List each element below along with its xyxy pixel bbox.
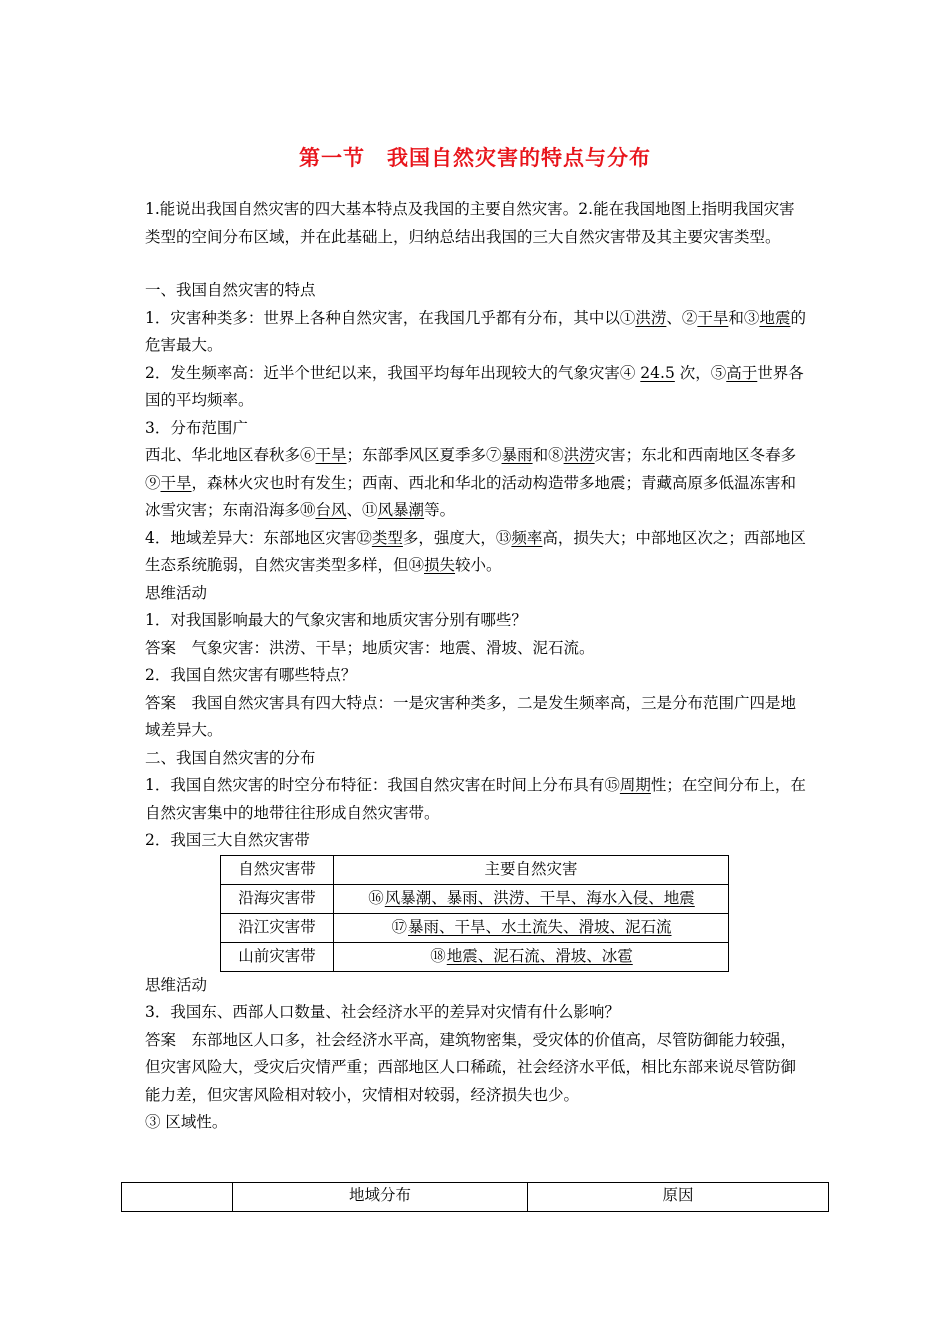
table-header-cell: 原因 <box>528 1183 829 1212</box>
answer-blank: 台风 <box>315 501 347 519</box>
answer-blank: 高于 <box>726 363 758 382</box>
document-body <box>145 196 810 1137</box>
question-1: 1．对我国影响最大的气象灾害和地质灾害分别有哪些？ <box>145 611 527 629</box>
table-row <box>221 884 729 913</box>
belt-disasters-cell: ⑰暴雨、干旱、水土流失、滑坡、泥石流 <box>334 913 729 942</box>
belt-disasters-cell: ⑱地震、泥石流、滑坡、冰雹 <box>334 942 729 971</box>
feature-1-paragraph: 1．灾害种类多：世界上各种自然灾害，在我国几乎都有分布，其中以①洪涝、②干旱和③地震的危害最大。 <box>145 308 806 354</box>
page-title: 第一节 我国自然灾害的特点与分布 <box>299 146 651 170</box>
table-header-row <box>122 1183 829 1212</box>
question-2: 2．我国自然灾害有哪些特点？ <box>145 666 357 684</box>
thinking-activity-label: 思维活动 <box>145 975 208 994</box>
section-2-heading: 二、我国自然灾害的分布 <box>145 748 316 767</box>
table-header-cell: 自然灾害带 <box>221 855 334 884</box>
answer-3: 答案 东部地区人口多，社会经济水平高，建筑物密集，受灾体的价值高，尽管防御能力较强，但灾害风险大，受灾后灾情严重；西部地区人口稀疏，社会经济水平低，相比东部来说尽管防御能力差，但灾害风险相对较小，灾情相对较弱，经济损失也少。 <box>145 1030 797 1104</box>
thinking-activity-label: 思维活动 <box>145 583 208 602</box>
answer-blank: 周期 <box>619 776 651 794</box>
answer-blank: 洪涝 <box>635 308 667 327</box>
table-row <box>221 942 729 971</box>
table-header-row <box>221 855 729 884</box>
table-header-cell <box>122 1183 233 1212</box>
regional-distribution-table <box>121 1182 829 1212</box>
distribution-1-paragraph: 1．我国自然灾害的时空分布特征：我国自然灾害在时间上分布具有⑮周期性；在空间分布上，在自然灾害集中的地带往往形成自然灾害带。 <box>145 776 806 822</box>
spacer <box>145 251 810 277</box>
answer-blank: 风暴潮、暴雨、洪涝、干旱、海水入侵、地震 <box>384 888 695 907</box>
feature-3-paragraph: 西北、华北地区春秋多⑥干旱；东部季风区夏季多⑦暴雨和⑧洪涝灾害；东北和西南地区冬春多⑨干旱，森林火灾也时有发生；西南、西北和华北的活动构造带多地震；青藏高原多低温冻害和冰雪灾害；东南沿海多⑩台风、⑪风暴潮等。 <box>145 446 797 519</box>
belt-name-cell: 沿江灾害带 <box>221 913 334 942</box>
feature-4-paragraph: 4．地域差异大：东部地区灾害⑫类型多，强度大，⑬频率高，损失大；中部地区次之；西部地区生态系统脆弱，自然灾害类型多样，但⑭损失较小。 <box>145 528 806 574</box>
regional-characteristic-line: ③ 区域性。 <box>145 1113 228 1131</box>
answer-blank: 损失 <box>424 556 456 574</box>
answer-blank: 干旱 <box>315 446 347 464</box>
answer-blank: 24.5 <box>640 363 675 382</box>
answer-blank: 频率 <box>511 528 543 547</box>
belt-name-cell: 山前灾害带 <box>221 942 334 971</box>
disaster-belt-table <box>220 855 729 972</box>
belt-disasters-cell: ⑯风暴潮、暴雨、洪涝、干旱、海水入侵、地震 <box>334 884 729 913</box>
answer-blank: 暴雨 <box>501 446 533 464</box>
table-header-cell: 主要自然灾害 <box>334 855 729 884</box>
answer-2: 答案 我国自然灾害具有四大特点：一是灾害种类多，二是发生频率高，三是分布范围广四是地域差异大。 <box>145 693 797 739</box>
answer-1: 答案 气象灾害：洪涝、干旱；地质灾害：地震、滑坡、泥石流。 <box>145 638 595 657</box>
feature-3-heading: 3．分布范围广 <box>145 418 248 437</box>
answer-blank: 干旱 <box>697 308 729 327</box>
answer-blank: 地震、泥石流、滑坡、冰雹 <box>446 946 633 965</box>
table-header-cell: 地域分布 <box>233 1183 528 1212</box>
belt-name-cell: 沿海灾害带 <box>221 884 334 913</box>
feature-2-paragraph: 2．发生频率高：近半个世纪以来，我国平均每年出现较大的气象灾害④ 24.5 次，⑤高于世界各国的平均频率。 <box>145 363 804 409</box>
answer-blank: 干旱 <box>160 473 192 492</box>
answer-blank: 暴雨、干旱、水土流失、滑坡、泥石流 <box>408 917 672 936</box>
question-3: 3．我国东、西部人口数量、社会经济水平的差异对灾情有什么影响？ <box>145 1003 620 1021</box>
answer-blank: 地震 <box>759 308 791 327</box>
section-1-heading: 一、我国自然灾害的特点 <box>145 281 316 299</box>
learning-objectives: 1.能说出我国自然灾害的四大基本特点及我国的主要自然灾害。2.能在我国地图上指明我国灾害类型的空间分布区域，并在此基础上，归纳总结出我国的三大自然灾害带及其主要灾害类型。 <box>145 200 795 246</box>
answer-blank: 类型 <box>371 528 403 547</box>
answer-blank: 洪涝 <box>563 446 595 464</box>
answer-blank: 风暴潮 <box>377 501 425 519</box>
distribution-2-heading: 2．我国三大自然灾害带 <box>145 831 310 849</box>
table-row <box>221 913 729 942</box>
